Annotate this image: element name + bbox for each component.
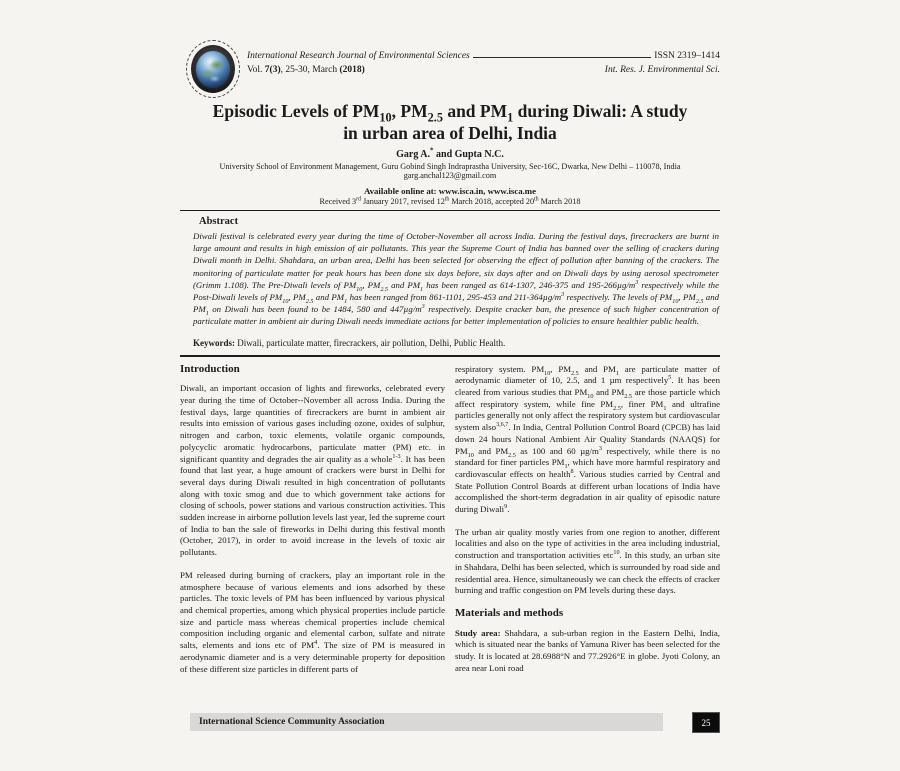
available-online-line: Available online at: www.isca.in, www.isca.me	[363, 186, 537, 196]
paper-page	[180, 0, 720, 771]
journal-header-text	[247, 40, 720, 98]
introduction-heading: Introduction	[180, 363, 240, 375]
methods-heading: Materials and methods	[455, 606, 564, 619]
globe-icon	[196, 51, 230, 88]
abstract-text: Diwali festival is celebrated every year during the time of October-November all across India. During the festival days, firecrackers are burnt in large amount and results in high emission of air pollutants. This year the Supreme Court of India has banned over the selling of crackers during Diwali month in Delhi. Shahdara, an urban area, Delhi has been selected for observing the effect of pollution after banning of the crackers. The monitoring of particulate matter for peak hours has been done six days before, six days after and on Diwali days by using aerosol spectrometer (Grimm 1.108). The Pre-Diwali levels of $PM_{10}$, $PM_{2.5}$ and $PM_1$ has been ranged as 614-1307, 246-375 and $195-266\mu g/m^3$ respectively while the Post-Diwali levels of $PM_{10}$, $PM_{2.5}$ and $PM_1$ has been ranged from 861-1101, 295-453 and $211-364\mu g/m^3$ respectively. The levels of $PM_{10}$, $PM_{2.5}$ and $PM_1$ on Diwali has been found to be 1484, 580 and $447\mu g/m^3$ respectively. Despite cracker ban, the presence of such higher concentration of particulate matter in ambient air during Diwali needs immediate actions for better implementation of policies to ensure healthier public health.	[193, 231, 720, 327]
columns-top-rule	[180, 355, 720, 357]
journal-volume-row	[247, 65, 720, 75]
journal-volume: Vol. 7(3), 25-30, March (2018)	[247, 65, 365, 75]
intro-paragraph-2: PM released during burning of crackers, play an important role in the atmosphere because of various elements and ions adsorbed by these particles. The toxic levels of PM has been influenced by various physical and chemical properties, among which physical properties include particle size and particle mass whereas chemical properties include chemical composition including organic and elemental carbon, sulfate and nitrate salts, elements and ions etc of $PM^4$. The size of PM is measured in aerodynamic diameter and is a very determinable property for deposition of these different size particles in different parts of	[180, 569, 445, 674]
authors: Garg A.* and Gupta N.C.	[396, 146, 504, 160]
footer-association-bar: International Science Community Association	[190, 713, 663, 731]
journal-title-row	[247, 51, 720, 61]
page-number-badge: 25	[692, 712, 720, 733]
journal-header	[180, 40, 720, 98]
abstract-heading: Abstract	[199, 216, 239, 227]
logo-ring	[191, 45, 235, 93]
author-email: garg.anchal123@gmail.com	[403, 171, 497, 180]
journal-logo	[186, 40, 240, 98]
journal-name: International Research Journal of Environmental Sciences	[247, 51, 470, 61]
intro-paragraph-3: respiratory system. $PM_{10}$, $PM_{2.5}$ and $PM_1$ are particulate matter of aerodynamic diameter of 10, 2.5, and 1 µm respectively$^5$. It has been cleared from various studies that $PM_{10}$ and $PM_{2.5}$ are those particle which affect respiratory system, while fine $PM_{2.5}$, finer $PM_1$ and ultrafine particles generally not only affect the respiratory system but cardiovascular system also$^{3,6,7}$. In India, Central Pollution Control Board (CPCB) has laid down 24 hours National Ambient Air Quality Standards (NAAQS) for $PM_{10}$ and $PM_{2.5}$ as 100 and 60 $\mu g/m^3$ respectively, while there is no standard for finer particles $PM_1$, which have more harmful respiratory and cardiovascular effects on health$^8$. Various studies carried by Central and State Pollution Control Boards at different urban locations of India have accomplished the short-term degradation in air quality of episodic nature during Diwali$^9$.	[455, 363, 720, 515]
received-dates-line: Received 3rd January 2017, revised 12th March 2018, accepted 20th March 2018	[319, 196, 581, 206]
intro-paragraph-1: Diwali, an important occasion of lights and fireworks, celebrated every year during the time of October--November all across India. During the festival days, large quantities of firecrackers are burnt in ambient air results into emission of various gases including ozone, oxides of sulphur, nitrogen and carbon, toxic elements, volatile organic compounds, polycyclic aromatic hydrocarbons, particulate matter (PM) etc. in significant quantity and degrades the air quality as a whole$^{1-3}$. It has been found that last year, a huge amount of crackers were burst in Delhi for several days during Diwali resulted in high concentration of pollutants along with toxic smog and due to which government take actions for closing of schools, power stations and various construction activities. This sudden increase in airborne pollution levels last year, led the supreme court of India to ban the sale of fireworks in Delhi during this festival month (October, 2017), in order to avoid increase in the levels of toxic air pollutants.	[180, 383, 445, 558]
left-column	[180, 364, 445, 712]
keywords-line	[193, 338, 720, 348]
journal-abbrev: Int. Res. J. Environmental Sci.	[604, 65, 720, 75]
paper-title: Episodic Levels of $PM_{10}$, $PM_{2.5}$ and $PM_1$ during Diwali: A study in urban area of Delhi, India	[212, 101, 688, 143]
abstract-top-rule	[180, 210, 720, 211]
keywords-label: Keywords:	[193, 337, 235, 348]
right-column	[455, 364, 720, 712]
journal-issn: ISSN 2319–1414	[654, 51, 720, 61]
header-underline	[473, 56, 652, 58]
two-column-body	[180, 364, 720, 712]
keywords-list: Diwali, particulate matter, firecrackers, air pollution, Delhi, Public Health.	[235, 337, 506, 348]
study-area-paragraph: Study area: Shahdara, a sub-urban region in the Eastern Delhi, India, which is situated near the banks of Yamuna River has been selected for the study. It is located at 28.6988°N and 77.2926°E in globe. Jyoti Colony, an area near Loni road	[455, 627, 720, 673]
globe-land-shapes	[196, 51, 230, 88]
intro-paragraph-4: The urban air quality mostly varies from one region to another, different localities and also on the type of activities in the area including industrial, construction and transportation activities etc$^{10}$. In this study, an urban site in Shahdara, Delhi has been selected, which is surrounded by road side and residential area. Hence, simultaneously we can check the effects of cracker burning and traffic congestion on PM levels during these days.	[455, 526, 720, 596]
affiliation: University School of Environment Management, Guru Gobind Singh Indraprastha University, Sec-16C, Dwarka, New Delhi – 110078, India	[219, 162, 681, 171]
